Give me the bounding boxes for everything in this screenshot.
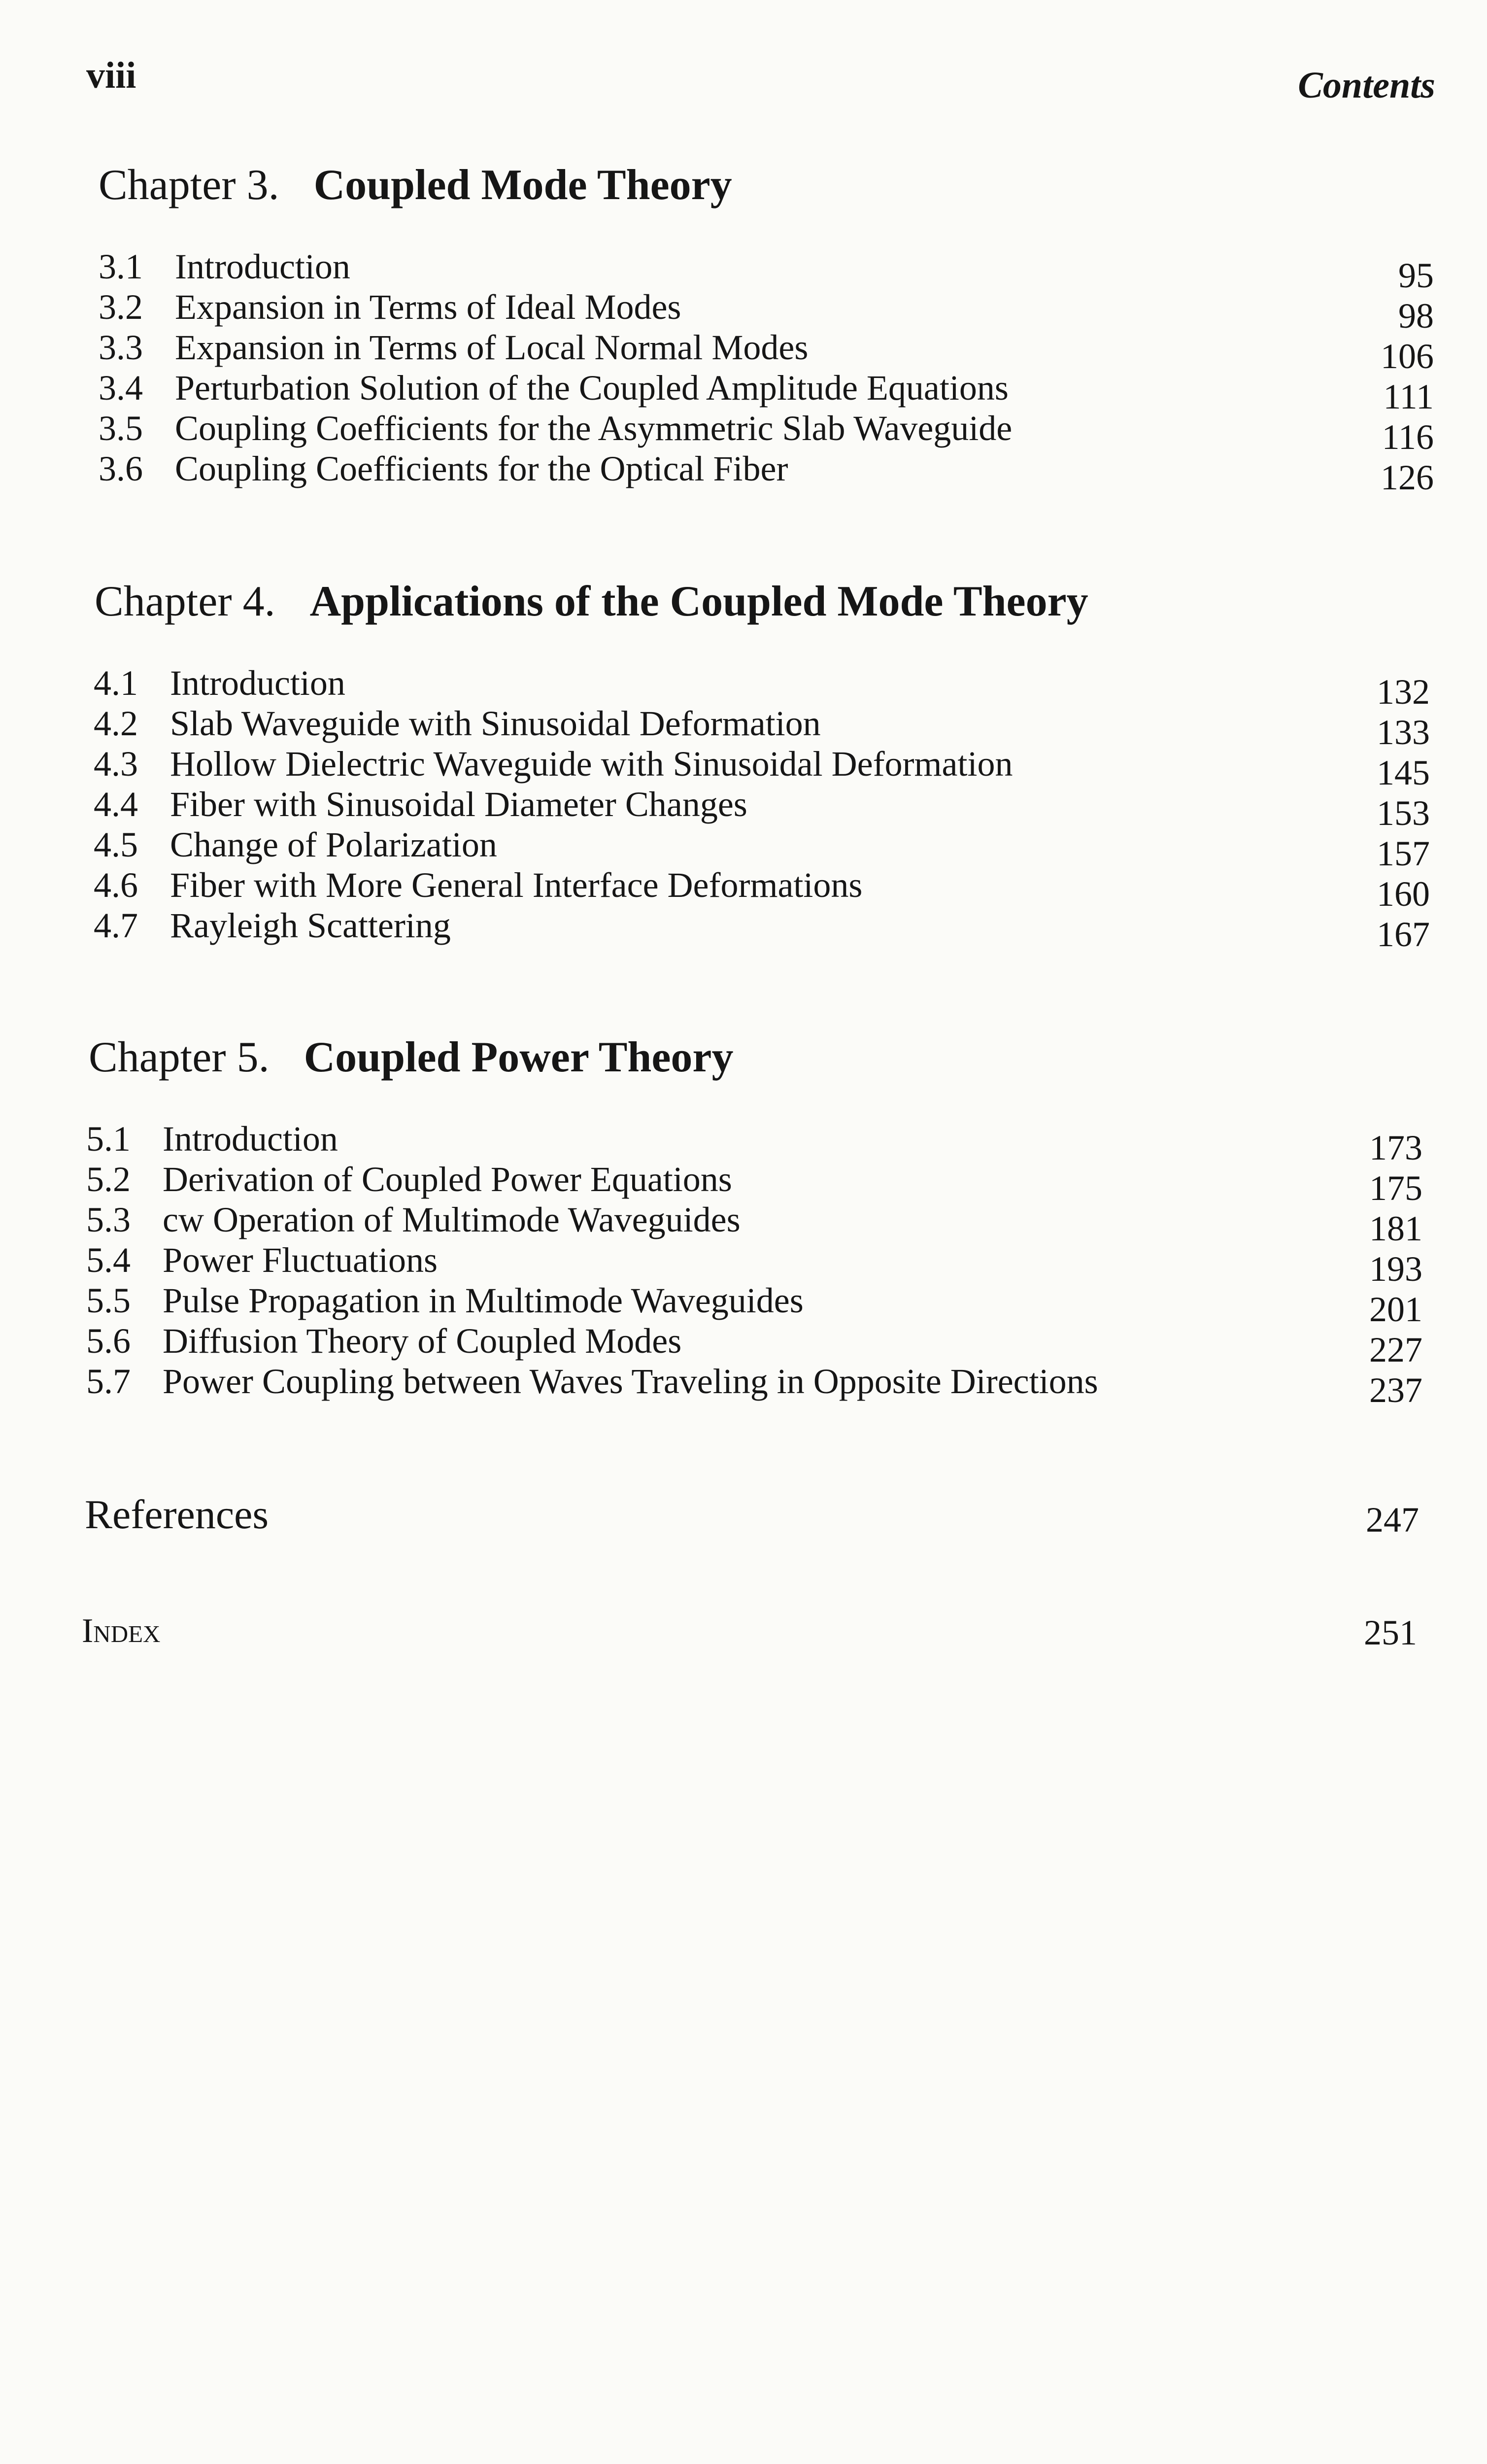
section-title: Introduction [163,1119,338,1159]
section-title: Introduction [175,247,350,286]
section-number: 4.6 [94,865,138,905]
section-number: 5.4 [86,1240,131,1280]
section-title: Change of Polarization [170,825,497,864]
page-number: 173 [1369,1128,1422,1167]
toc-entry[interactable] [99,327,1434,376]
page-number: 160 [1377,874,1430,914]
toc-entry[interactable] [94,703,1430,752]
section-title: Slab Waveguide with Sinusoidal Deformation [170,704,821,743]
references-entry[interactable] [85,1491,1419,1540]
page-number: 201 [1369,1290,1422,1329]
page-number: 193 [1369,1249,1422,1289]
section-number: 3.2 [99,287,143,327]
chapter-heading [89,1032,733,1082]
toc-entry[interactable] [86,1159,1422,1208]
section-number: 3.5 [99,409,143,448]
section-number: 3.4 [99,368,143,408]
chapter-title: Applications of the Coupled Mode Theory [309,578,1088,625]
section-title: Coupling Coefficients for the Asymmetric Slab Waveguide [175,409,1013,448]
toc-entry[interactable] [86,1240,1422,1289]
toc-entry[interactable] [94,784,1430,833]
section-title: Power Coupling between Waves Traveling in Opposite Directions [163,1362,1098,1401]
toc-entry[interactable] [94,663,1430,712]
page-number: 227 [1369,1330,1422,1369]
page-number: 98 [1398,296,1434,336]
section-title: Rayleigh Scattering [170,906,451,945]
index-entry[interactable] [82,1611,1417,1661]
page-number: 116 [1382,417,1434,457]
section-number: 3.1 [99,247,143,286]
section-title: Perturbation Solution of the Coupled Amplitude Equations [175,368,1009,408]
section-title: Power Fluctuations [163,1240,438,1280]
toc-entry[interactable] [94,744,1430,792]
section-title: Expansion in Terms of Ideal Modes [175,287,681,327]
toc-entry[interactable] [86,1280,1422,1329]
page-number: 167 [1377,915,1430,954]
page-number: 133 [1377,713,1430,752]
page-folio: viii [86,55,136,96]
page-number: 157 [1377,834,1430,873]
running-title: Contents [1298,65,1435,106]
toc-entry[interactable] [86,1119,1422,1167]
page-number: 237 [1369,1370,1422,1410]
toc-entry[interactable] [99,408,1434,457]
section-number: 5.5 [86,1281,131,1320]
page-number: 247 [1366,1500,1419,1540]
toc-entry[interactable] [86,1199,1422,1248]
toc-entry[interactable] [86,1321,1422,1369]
section-number: 4.3 [94,744,138,784]
chapter-number: Chapter 4. [95,578,275,625]
chapter-number: Chapter 5. [89,1033,270,1081]
page-number: 153 [1377,793,1430,833]
page-number: 145 [1377,753,1430,792]
toc-entry[interactable] [86,1361,1422,1410]
chapter-heading [99,160,732,210]
section-number: 5.3 [86,1200,131,1239]
chapter-number: Chapter 3. [99,161,279,209]
running-head [86,54,1435,113]
section-number: 5.6 [86,1321,131,1361]
toc-entry[interactable] [94,865,1430,914]
toc-entry[interactable] [99,448,1434,497]
page-number: 181 [1369,1209,1422,1248]
section-title: cw Operation of Multimode Waveguides [163,1200,741,1239]
toc-entry[interactable] [94,824,1430,873]
section-title: Pulse Propagation in Multimode Waveguides [163,1281,804,1320]
section-number: 4.5 [94,825,138,864]
chapter-title: Coupled Power Theory [304,1033,734,1081]
page-number: 175 [1369,1168,1422,1208]
references-label: References [85,1492,269,1538]
page-number: 95 [1398,256,1434,295]
toc-entry[interactable] [99,246,1434,295]
page-number: 132 [1377,672,1430,712]
section-number: 4.1 [94,663,138,703]
chapter-title: Coupled Mode Theory [313,161,732,209]
section-number: 4.7 [94,906,138,945]
page-number: 111 [1383,377,1434,416]
section-title: Coupling Coefficients for the Optical Fiber [175,449,788,488]
section-title: Fiber with More General Interface Deformations [170,865,863,905]
chapter-heading [95,577,1088,626]
section-number: 3.3 [99,328,143,367]
toc-entry[interactable] [99,368,1434,416]
section-number: 3.6 [99,449,143,488]
index-label: Index [82,1612,161,1650]
section-title: Hollow Dielectric Waveguide with Sinusoidal Deformation [170,744,1013,784]
section-number: 5.1 [86,1119,131,1159]
page-number: 106 [1381,337,1434,376]
section-title: Diffusion Theory of Coupled Modes [163,1321,682,1361]
toc-entry[interactable] [99,287,1434,336]
section-title: Fiber with Sinusoidal Diameter Changes [170,785,747,824]
page-number: 126 [1381,458,1434,497]
page-number: 251 [1364,1613,1417,1652]
toc-entry[interactable] [94,905,1430,954]
section-title: Expansion in Terms of Local Normal Modes [175,328,809,367]
section-number: 5.2 [86,1160,131,1199]
section-number: 5.7 [86,1362,131,1401]
section-number: 4.2 [94,704,138,743]
section-title: Derivation of Coupled Power Equations [163,1160,732,1199]
section-title: Introduction [170,663,345,703]
section-number: 4.4 [94,785,138,824]
